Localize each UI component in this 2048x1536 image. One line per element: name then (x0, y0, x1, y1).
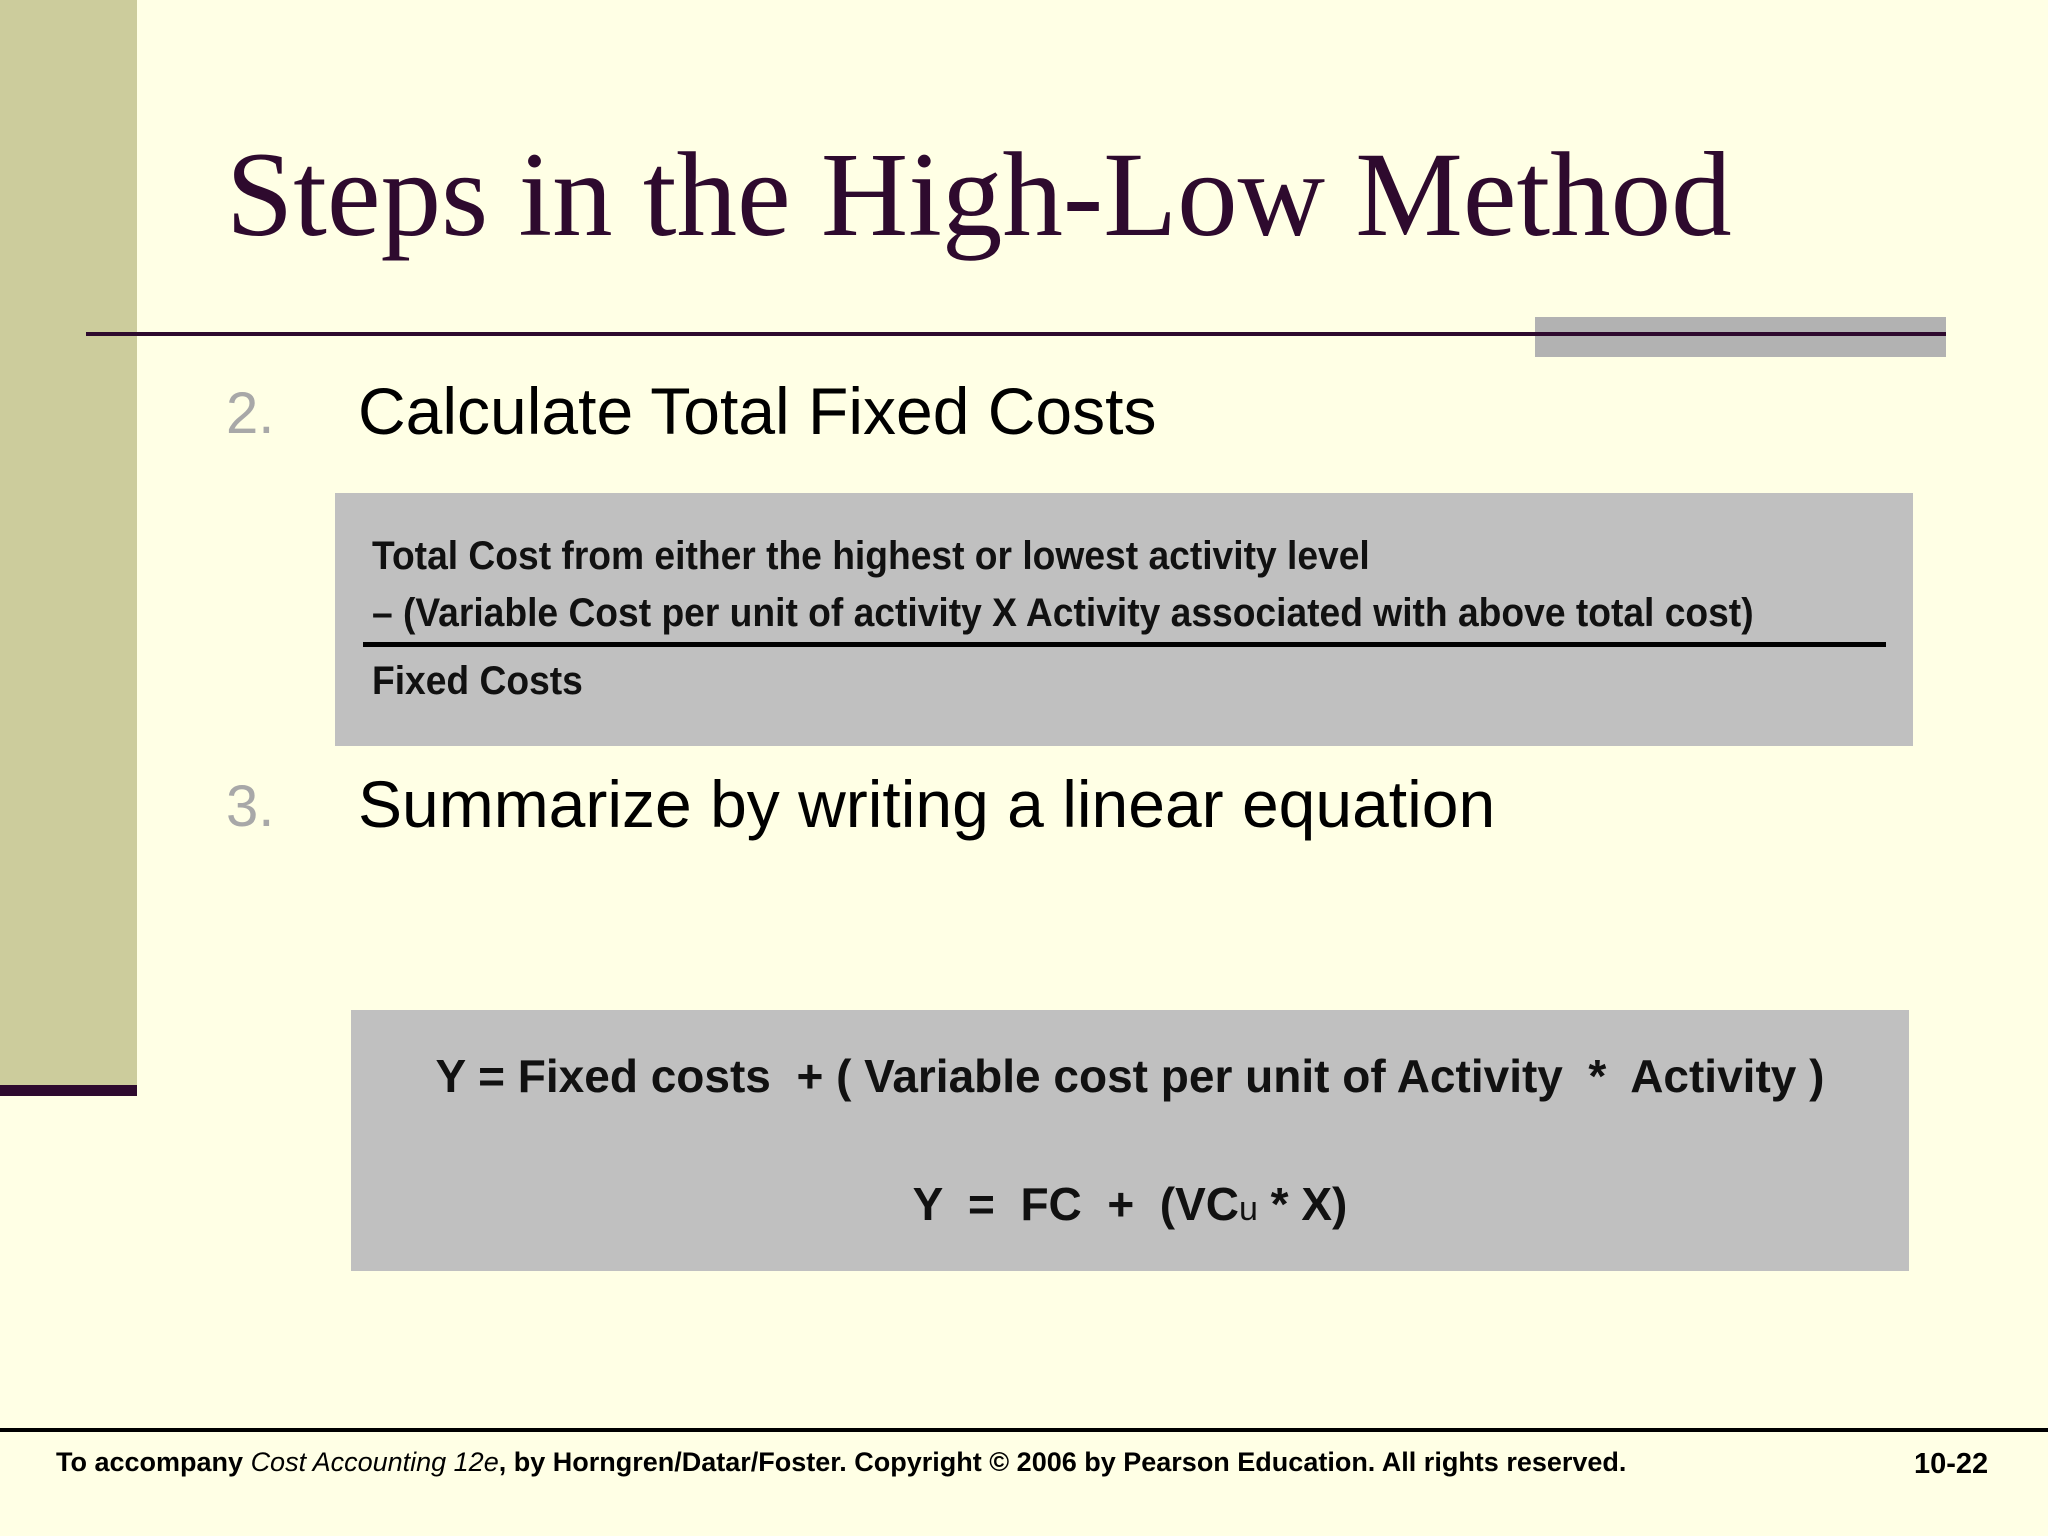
footer-copyright (56, 1445, 1626, 1479)
equation-verbose: Y = Fixed costs + ( Variable cost per unit of Activity * Activity ) (435, 1050, 1825, 1102)
step-3-number: 3. (226, 774, 275, 839)
left-accent-bar (0, 0, 137, 1085)
slide-title: Steps in the High-Low Method (226, 128, 1732, 262)
title-divider-accent (1535, 332, 1946, 336)
equation-short-prefix: Y = FC + (VC (912, 1178, 1239, 1230)
title-rule-shadow (1535, 317, 1946, 357)
footer-prefix: To accompany (56, 1447, 251, 1477)
formula-line-total-cost: Total Cost from either the highest or lowest activity level (372, 534, 1370, 578)
slide-page-number: 10-22 (1914, 1448, 1989, 1480)
step-2-text: Calculate Total Fixed Costs (358, 374, 1157, 448)
footer-suffix: , by Horngren/Datar/Foster. Copyright © 2006 by Pearson Education. All rights reserved. (498, 1447, 1627, 1477)
linear-equation-box (351, 1010, 1909, 1271)
footer-divider (0, 1428, 2048, 1432)
formula-result-rule (363, 642, 1886, 647)
formula-result-fixed-costs: Fixed Costs (372, 659, 583, 703)
fixed-cost-formula-box (335, 493, 1913, 746)
formula-line-variable-cost: – (Variable Cost per unit of activity X Activity associated with above total cost) (372, 591, 1754, 635)
left-accent-bar-base (0, 1085, 137, 1096)
step-2-number: 2. (226, 381, 275, 446)
equation-short-suffix: * X) (1257, 1178, 1348, 1230)
footer-book-title: Cost Accounting 12e (250, 1447, 499, 1477)
equation-short-subscript: u (1238, 1190, 1258, 1228)
step-3-text: Summarize by writing a linear equation (358, 767, 1496, 841)
equation-short (351, 1176, 1909, 1237)
